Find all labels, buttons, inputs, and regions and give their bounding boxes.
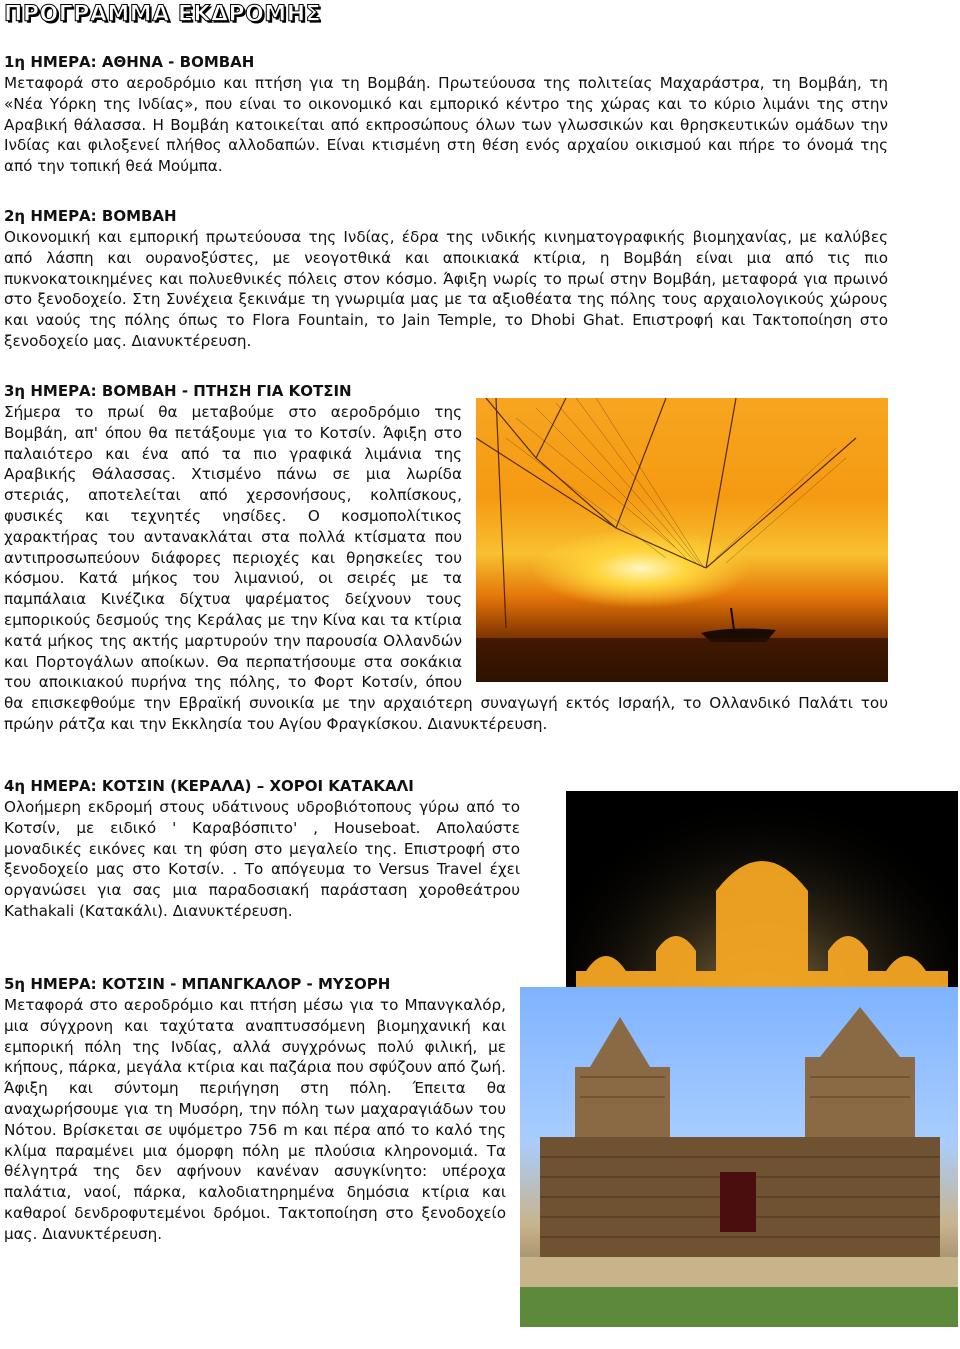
- day-4-text: Ολοήμερη εκδρομή στους υδάτινους υδροβιότοπους γύρω από το Κοτσίν, με ειδικό ' Καραβόσπιτο' , Houseboat. Απολαύστε μοναδικές εικόνες και τη φύση στο μεγαλείο της. Επιστροφή στο ξενοδοχείο μας στο Κοτσίν. . Το απόγευμα το Versus Travel έχει οργανώσει για σας μια παραδοσιακή παράσταση χοροθεάτρου Kathakali (Κατακάλι). Διανυκτέρευση.: [4, 798, 520, 920]
- day-3-text: Σήμερα το πρωί θα μεταβούμε στο αεροδρόμιο της Βομβάη, απ' όπου θα πετάξουμε για το Κοτσίν. Άφιξη στο παλαιότερο και ένα από τα πιο γραφικά λιμάνια της Αραβικής Θάλασσας. Χτισμένο πάνω σε μια λωρίδα στεριάς, αποτελείται από χερσονήσους, κολπίσκους, φυσικές και τεχνητές νησίδες. Ο κοσμοπολίτικος χαρακτήρας του αντανακλάται στα πολλά κτίσματα που αντιπροσωπεύουν διάφορες περιοχές και θρησκείες του κόσμου. Κατά μήκος του λιμανιού, οι σειρές με τα παμπάλαια Κινέζικα δίχτυα ψαρέματος δείχνουν τους εμπορικούς δεσμούς της Κεράλας με την Κίνα και τα κτίρια κατά μήκος της ακτής μαρτυρούν την παρουσία Ολλανδών και Πορτογάλων αποίκων. Θα περπατήσουμε στα σοκάκια του αποικιακού πυρήνα της πόλης, το Φορτ Κοτσίν, όπου θα επισκεφθούμε την Εβραϊκή συνοικία με την αρχαιότερη συναγωγή εκτός Ισραήλ, το Ολλανδικό Παλάτι του πρώην ράτζα και την Εκκλησία του Αγίου Φραγκίσκου. Διανυκτέρευση.: [4, 403, 888, 733]
- day-1-section: [4, 52, 888, 177]
- day-2-title: 2η ΗΜΕΡΑ: ΒΟΜΒΑΗ: [4, 207, 177, 225]
- day-2-text: Οικονομική και εμπορική πρωτεύουσα της Ινδίας, έδρα της ινδικής κινηματογραφικής βιομηχανίας, με καλύβες από λάσπη και ουρανοξύστες, με νεογοτθικά και αποικιακά κτίρια, η Βομβάη είναι μια από τις πιο πυκνοκατοικημένες και πολυεθνικές πόλεις στον κόσμο. Άφιξη νωρίς το πρωί στην Βομβάη, μεταφορά για πρωινό στο ξενοδοχείο. Στη Συνέχεια ξεκινάμε τη γνωριμία μας με τα αξιοθέατα της πόλης τους αρχαιολογικούς χώρους και ναούς της πόλης όπως το Flora Fountain, το Jain Temple, το Dhobi Ghat. Επιστροφή και Τακτοποίηση στο ξενοδοχείο μας. Διανυκτέρευση.: [4, 228, 888, 350]
- day-5-section: [4, 974, 958, 1327]
- day-1-title: 1η ΗΜΕΡΑ: ΑΘΗΝΑ - ΒΟΜΒΑΗ: [4, 53, 255, 71]
- page-title: ΠΡΟΓΡΑΜΜΑ ΕΚΔΡΟΜΗΣ: [4, 2, 322, 27]
- day-1-text: Μεταφορά στο αεροδρόμιο και πτήση για τη Βομβάη. Πρωτεύουσα της πολιτείας Μαχαράστρα, τη Βομβάη, τη «Νέα Υόρκη της Ινδίας», που είναι το οικονομικό και εμπορικό κέντρο της χώρας και το κύριο λιμάνι της στην Αραβική θάλασσα. Η Βομβάη κατοικείται από εκπροσώπους όλων των γλωσσικών και θρησκευτικών ομάδων την Ινδίας και φιλοξενεί πλήθος αλλοδαπών. Είναι κτισμένη στη θέση ενός αρχαίου οικισμού και πήρε το όνομά της από την τοπική θεά Μούμπα.: [4, 74, 888, 176]
- day-4-title: 4η ΗΜΕΡΑ: ΚΟΤΣΙΝ (ΚΕΡΑΛΑ) – ΧΟΡΟΙ ΚΑΤΑΚΑΛΙ: [4, 777, 414, 795]
- hoysala-temple-photo: [520, 987, 958, 1327]
- kochi-fishing-nets-sunset-photo: [476, 398, 888, 682]
- day-2-section: [4, 206, 888, 352]
- day-5-title: 5η ΗΜΕΡΑ: ΚΟΤΣΙΝ - ΜΠΑΝΓΚΑΛΟΡ - ΜΥΣΟΡΗ: [4, 975, 391, 993]
- day-5-text: Μεταφορά στο αεροδρόμιο και πτήση μέσω για το Μπανγκαλόρ, μια σύγχρονη και ταχύτατα αναπτυσσόμενη βιομηχανική και εμπορική πόλη της Ινδίας, αλλά συγχρόνως πολύ φιλική, με κήπους, πάρκα, μεγάλα κτίρια και παζάρια που σφύζουν από ζωή. Άφιξη και σύντομη περιήγηση στη πόλη. Έπειτα θα αναχωρήσουμε για τη Μυσόρη, την πόλη των μαχαραγιάδων του Νότου. Βρίσκεται σε υψόμετρο 756 m και πέρα από το καλό της κλίμα παραμένει μια όμορφη πόλη με πλούσια κληρονομιά. Τα θέλγητρά της δεν αφήνουν κανέναν ασυγκίνητο: υπέροχα παλάτια, ναοί, πάρκα, καλοδιατηρημένα δημόσια κτίρια και καθαροί δενδροφυτεμένοι δρόμοι. Τακτοποίηση στο ξενοδοχείο μας. Διανυκτέρευση.: [4, 996, 506, 1243]
- day-3-title: 3η ΗΜΕΡΑ: ΒΟΜΒΑΗ - ΠΤΗΣΗ ΓΙΑ ΚΟΤΣΙΝ: [4, 382, 352, 400]
- day-3-section: [4, 381, 888, 735]
